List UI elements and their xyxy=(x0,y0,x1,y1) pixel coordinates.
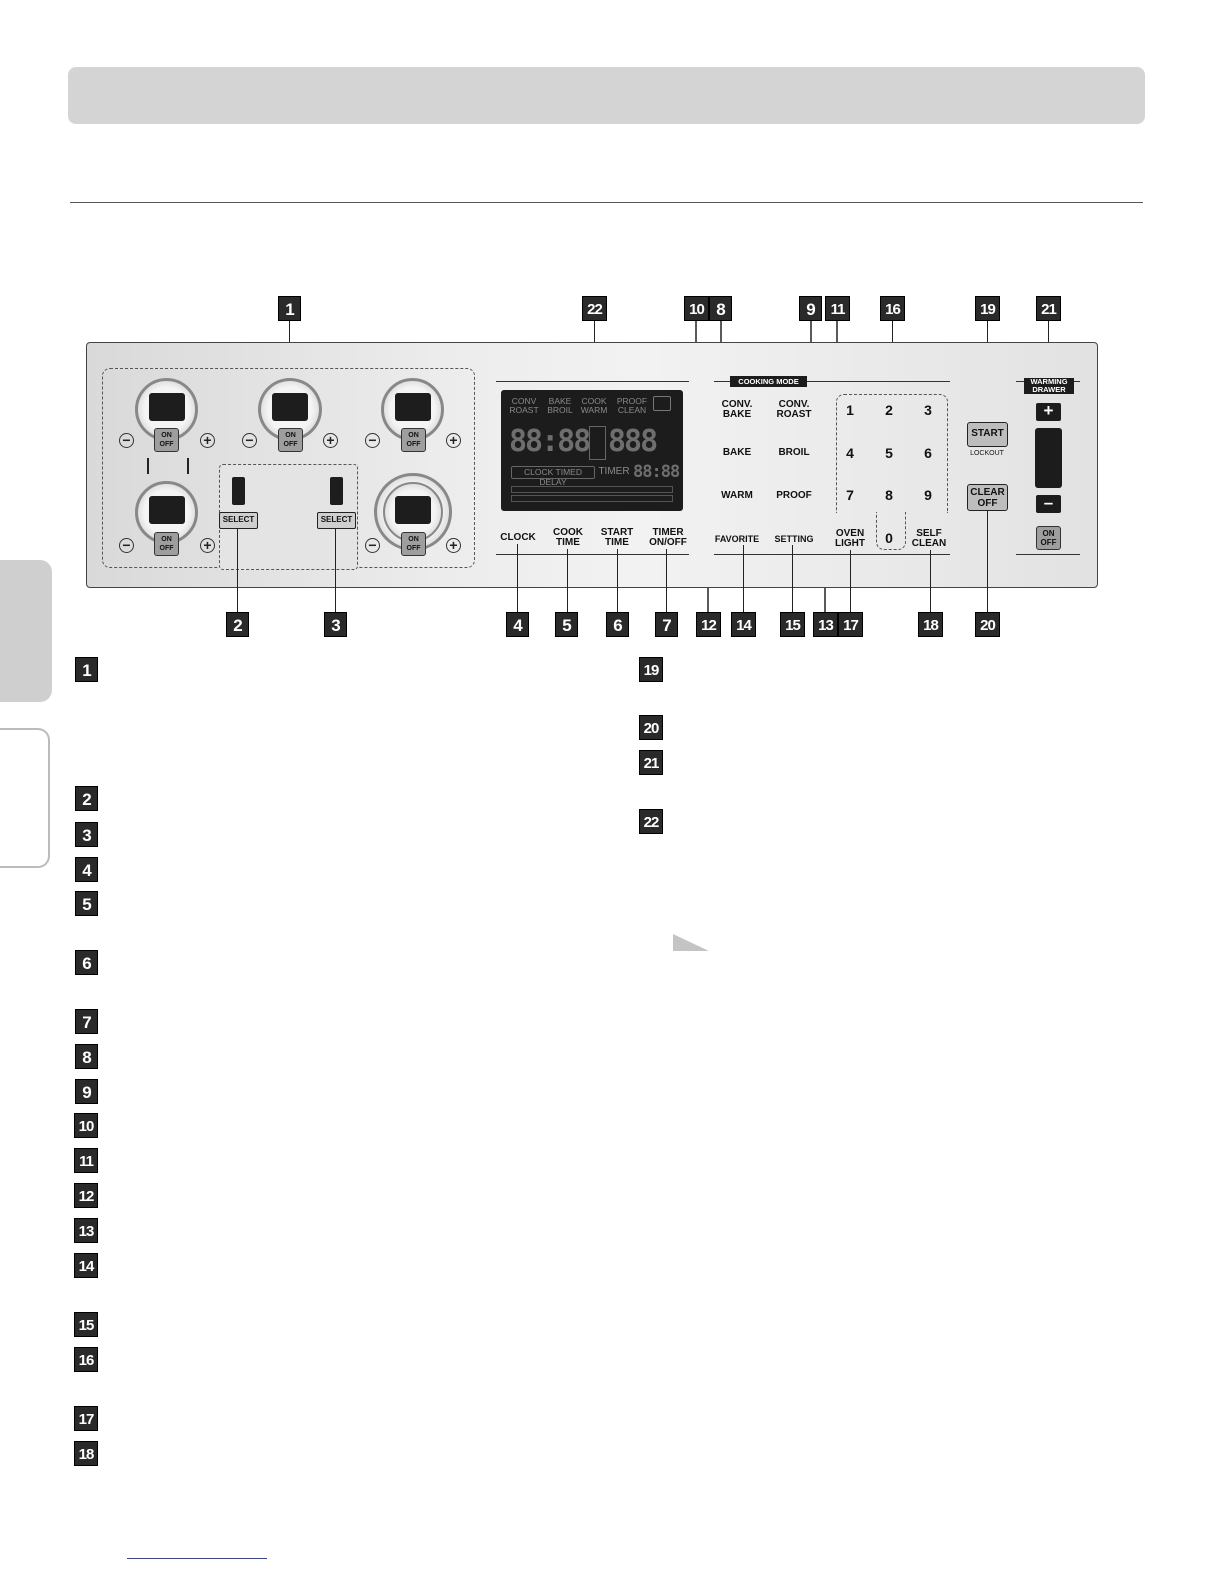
lcd-mode-label: BAKE BROIL xyxy=(547,396,573,415)
burner-onoff-button[interactable]: ON OFF xyxy=(154,428,179,452)
burner-display xyxy=(395,496,431,524)
leader-line-18 xyxy=(930,550,931,612)
callout-2: 2 xyxy=(226,612,249,637)
legend-badge-5: 5 xyxy=(75,891,98,916)
leader-line-5 xyxy=(567,549,568,612)
plus-icon[interactable]: + xyxy=(446,433,461,448)
start-time-button[interactable]: START TIME xyxy=(600,527,634,548)
callout-6: 6 xyxy=(606,612,629,637)
lock-icon xyxy=(653,396,671,411)
warming-plus-button[interactable]: + xyxy=(1036,403,1061,421)
keypad-4[interactable]: 4 xyxy=(846,445,854,461)
leader-line-20 xyxy=(987,511,988,612)
plus-icon[interactable]: + xyxy=(200,433,215,448)
warming-drawer-display xyxy=(1035,428,1062,488)
conv-roast-button[interactable]: CONV. ROAST xyxy=(776,399,812,420)
select-button-left[interactable]: SELECT xyxy=(219,512,258,529)
lcd-mode-label: PROOF CLEAN xyxy=(616,396,648,415)
start-button[interactable]: START xyxy=(967,422,1008,447)
callout-7: 7 xyxy=(655,612,678,637)
legend-badge-8: 8 xyxy=(75,1044,98,1069)
self-clean-button[interactable]: SELF CLEAN xyxy=(911,528,947,549)
callout-20: 20 xyxy=(975,612,1000,637)
burner-onoff-button[interactable]: ON OFF xyxy=(154,532,179,556)
warming-drawer-tag: WARMING DRAWER xyxy=(1024,378,1074,394)
callout-17: 17 xyxy=(838,612,863,637)
burner-display xyxy=(149,393,185,421)
note-marker-icon xyxy=(673,934,709,951)
legend-badge-19: 19 xyxy=(639,657,663,682)
callout-4: 4 xyxy=(506,612,529,637)
clock-button[interactable]: CLOCK xyxy=(500,532,536,543)
broil-button[interactable]: BROIL xyxy=(778,447,810,458)
fan-icon xyxy=(589,426,606,460)
callout-16: 16 xyxy=(880,296,905,321)
callout-22: 22 xyxy=(582,296,607,321)
leader-line-2 xyxy=(237,529,238,612)
legend-badge-10: 10 xyxy=(74,1113,98,1138)
legend-badge-7: 7 xyxy=(75,1009,98,1034)
keypad-1[interactable]: 1 xyxy=(846,402,854,418)
minus-icon[interactable]: − xyxy=(242,433,257,448)
timer-onoff-button[interactable]: TIMER ON/OFF xyxy=(649,527,687,548)
callout-10: 10 xyxy=(684,296,709,321)
callout-19: 19 xyxy=(975,296,1000,321)
callout-21: 21 xyxy=(1036,296,1061,321)
side-tab-inactive[interactable] xyxy=(0,728,50,868)
keypad-6[interactable]: 6 xyxy=(924,445,932,461)
setting-button[interactable]: SETTING xyxy=(774,534,814,544)
callout-1: 1 xyxy=(278,296,301,321)
warming-minus-button[interactable]: – xyxy=(1036,495,1061,513)
callout-18: 18 xyxy=(918,612,943,637)
warming-drawer-bottom-rule xyxy=(1016,554,1080,555)
keypad-8[interactable]: 8 xyxy=(885,487,893,503)
legend-badge-13: 13 xyxy=(74,1218,98,1243)
proof-button[interactable]: PROOF xyxy=(776,490,812,501)
leader-line-4 xyxy=(517,544,518,612)
cooking-mode-tag: COOKING MODE xyxy=(730,376,807,387)
burner-onoff-button[interactable]: ON OFF xyxy=(401,532,426,556)
lcd-status: CLOCK TIMED DELAY xyxy=(511,466,595,479)
burner-display xyxy=(149,496,185,524)
dual-zone-marker-icon xyxy=(187,458,189,474)
minus-icon[interactable]: − xyxy=(119,433,134,448)
keypad-7[interactable]: 7 xyxy=(846,487,854,503)
burner-onoff-button[interactable]: ON OFF xyxy=(278,428,303,452)
legend-badge-15: 15 xyxy=(74,1312,98,1337)
lcd-text-row xyxy=(511,495,673,502)
minus-icon[interactable]: − xyxy=(119,538,134,553)
cooking-mode-bottom-rule xyxy=(714,554,950,555)
legend-badge-3: 3 xyxy=(75,822,98,847)
bake-button[interactable]: BAKE xyxy=(722,447,752,458)
lockout-label: LOCKOUT xyxy=(970,450,1004,457)
leader-line-6 xyxy=(617,549,618,612)
plus-icon[interactable]: + xyxy=(446,538,461,553)
select-button-right[interactable]: SELECT xyxy=(317,512,356,529)
legend-badge-17: 17 xyxy=(74,1406,98,1431)
keypad-9[interactable]: 9 xyxy=(924,487,932,503)
legend-badge-11: 11 xyxy=(74,1148,98,1173)
lcd-timer-digits: 88:88 xyxy=(633,462,680,482)
legend-badge-6: 6 xyxy=(75,950,98,975)
callout-3: 3 xyxy=(324,612,347,637)
plus-icon[interactable]: + xyxy=(323,433,338,448)
display-rule xyxy=(496,381,689,382)
burner-onoff-button[interactable]: ON OFF xyxy=(401,428,426,452)
plus-icon[interactable]: + xyxy=(200,538,215,553)
burner-display xyxy=(395,393,431,421)
lcd-mode-label: COOK WARM xyxy=(580,396,608,415)
keypad-2[interactable]: 2 xyxy=(885,402,893,418)
leader-line-7 xyxy=(666,549,667,612)
callout-13: 13 xyxy=(813,612,838,637)
leader-line-3 xyxy=(335,529,336,612)
callout-12: 12 xyxy=(696,612,721,637)
lcd-temp-digits: 888 xyxy=(608,424,657,459)
callout-15: 15 xyxy=(780,612,805,637)
keypad-5[interactable]: 5 xyxy=(885,445,893,461)
warming-onoff-button[interactable]: ON OFF xyxy=(1036,526,1061,550)
callout-11: 11 xyxy=(825,296,850,321)
leader-line-17 xyxy=(850,550,851,612)
lcd-text-row xyxy=(511,486,673,493)
lcd-timer-label: TIMER xyxy=(598,466,630,477)
legend-badge-14: 14 xyxy=(74,1253,98,1278)
leader-line-14 xyxy=(743,545,744,612)
warm-button[interactable]: WARM xyxy=(721,490,753,501)
keypad-0[interactable]: 0 xyxy=(885,530,893,546)
lcd-main-digits: 88:88 xyxy=(509,424,590,459)
element-indicator-left xyxy=(232,477,245,505)
dual-zone-marker-icon xyxy=(147,458,149,474)
callout-5: 5 xyxy=(555,612,578,637)
legend-badge-22: 22 xyxy=(639,809,663,834)
legend-badge-18: 18 xyxy=(74,1441,98,1466)
legend-badge-4: 4 xyxy=(75,857,98,882)
cook-time-button[interactable]: COOK TIME xyxy=(553,527,583,548)
legend-badge-20: 20 xyxy=(639,715,663,740)
legend-badge-9: 9 xyxy=(75,1079,98,1104)
legend-badge-16: 16 xyxy=(74,1347,98,1372)
leader-line-15 xyxy=(792,545,793,612)
burner-display xyxy=(272,393,308,421)
oven-light-button[interactable]: OVEN LIGHT xyxy=(835,528,865,549)
legend-badge-21: 21 xyxy=(639,750,663,775)
lcd-mode-label: CONV ROAST xyxy=(509,396,539,415)
minus-icon[interactable]: − xyxy=(365,433,380,448)
footer-link-underline[interactable] xyxy=(127,1558,267,1559)
timer-keys-rule xyxy=(496,554,689,555)
legend-badge-12: 12 xyxy=(74,1183,98,1208)
element-indicator-right xyxy=(330,477,343,505)
oven-display xyxy=(501,390,683,511)
conv-bake-button[interactable]: CONV. BAKE xyxy=(721,399,753,420)
minus-icon[interactable]: − xyxy=(365,538,380,553)
legend-badge-2: 2 xyxy=(75,786,98,811)
callout-14: 14 xyxy=(731,612,756,637)
callout-9: 9 xyxy=(799,296,822,321)
legend-badge-1: 1 xyxy=(75,657,98,682)
clear-off-button[interactable]: CLEAR OFF xyxy=(967,484,1008,511)
callout-8: 8 xyxy=(709,296,732,321)
keypad-3[interactable]: 3 xyxy=(924,402,932,418)
favorite-button[interactable]: FAVORITE xyxy=(714,534,760,544)
